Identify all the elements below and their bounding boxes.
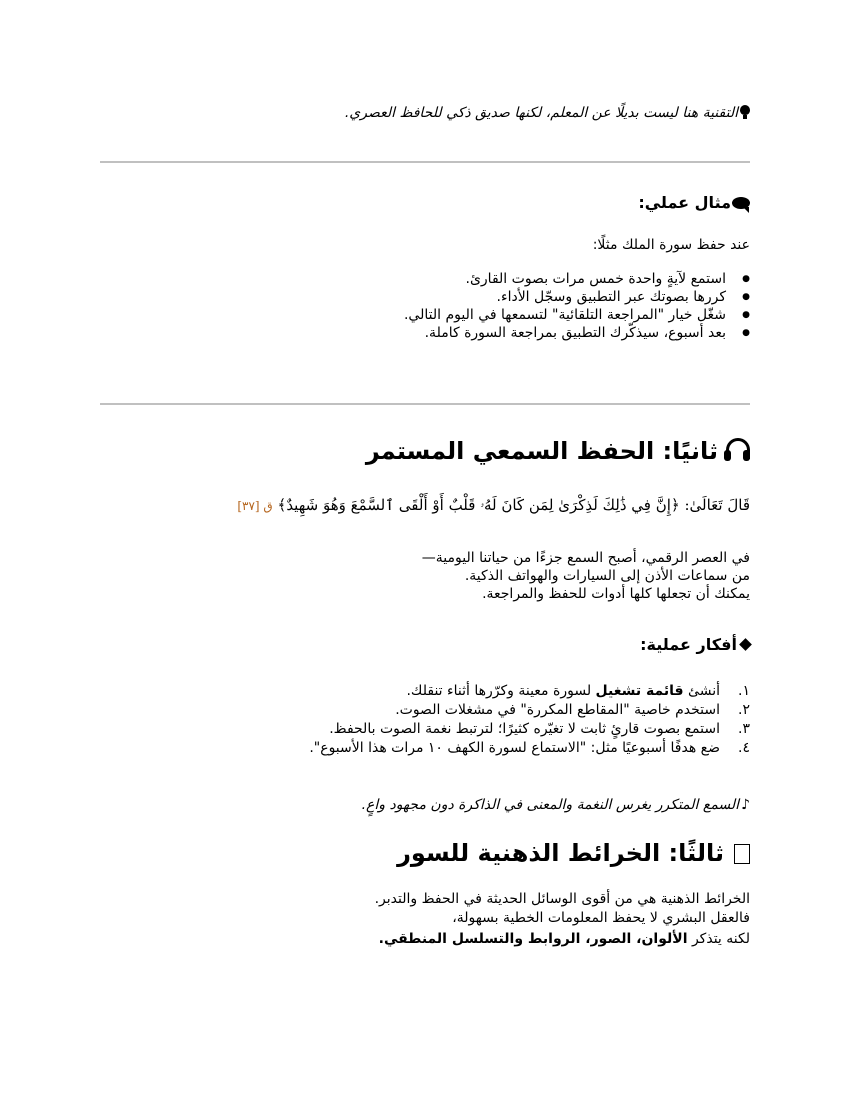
list-item: ٢. استخدم خاصية "المقاطع المكررة" في مشغلات الصوت. [395,702,750,718]
list-item: ● كررها بصوتك عبر التطبيق وسجّل الأداء. [404,288,726,306]
practical-example-intro: عند حفظ سورة الملك مثلًا: [592,237,750,253]
speech-bubble-icon [732,197,750,209]
ideas-heading: أفكار عملية: [640,636,750,654]
tech-note: التقنية هنا ليست بديلًا عن المعلم، لكنها صديق ذكي للحافظ العصري. [345,104,750,122]
list-item: ● استمع لآيةٍ واحدة خمس مرات بصوت القارئ. [404,270,726,288]
section3-line: فالعقل البشري لا يحفظ المعلومات الخطية بسهولة، [452,910,750,926]
section2-paragraph-line: من سماعات الأذن إلى السيارات والهواتف الذكية. [464,568,750,584]
section2-paragraph-line: يمكنك أن تجعلها كلها أدوات للحفظ والمراجعة. [482,586,750,602]
quran-verse: قَالَ تَعَالَىٰ: ﴿إِنَّ فِي ذَٰلِكَ لَذِكْرَىٰ لِمَن كَانَ لَهُۥ قَلْبٌ أَوْ أَلْقَى ٱلسَّمْعَ وَهُوَ شَهِيدٌ﴾ ق [٣٧] [237,496,750,514]
list-item: ١. أنشئ قائمة تشغيل لسورة معينة وكرّرها أثناء تنقلك. [406,683,750,699]
document-page [100,0,750,1100]
diamond-icon [739,638,752,651]
divider [100,403,750,405]
verse-text: إِنَّ فِي ذَٰلِكَ لَذِكْرَىٰ لِمَن كَانَ لَهُۥ قَلْبٌ أَوْ أَلْقَى ٱلسَّمْعَ وَهُوَ شَهِيدٌ [286,496,671,514]
music-note: ♪السمع المتكرر يغرس النغمة والمعنى في الذاكرة دون مجهود واعٍ. [361,797,750,813]
section3-line: الخرائط الذهنية هي من أقوى الوسائل الحديثة في الحفظ والتدبر. [374,891,750,907]
list-item: ● شغّل خيار "المراجعة التلقائية" لتسمعها في اليوم التالي. [404,306,726,324]
practical-example-heading: مثال عملي: [638,194,750,212]
section2-paragraph-line: في العصر الرقمي، أصبح السمع جزءًا من حياتنا اليومية— [421,550,750,566]
divider [100,161,750,163]
section2-heading: ثانيًا: الحفظ السمعي المستمر [366,436,750,466]
music-note-icon: ♪ [741,797,750,813]
section3-line: لكنه يتذكر الألوان، الصور، الروابط والتسلسل المنطقي. [378,931,750,947]
headphones-icon [724,438,750,462]
practical-example-list [404,270,750,342]
list-item: ٤. ضع هدفًا أسبوعيًا مثل: "الاستماع لسورة الكهف ١٠ مرات هذا الأسبوع". [309,740,750,756]
missing-glyph-icon [734,844,750,864]
verse-reference: ق [٣٧] [237,499,273,513]
ideas-list [309,682,750,758]
section3-heading: ثالثًا: الخرائط الذهنية للسور [397,838,750,868]
lightbulb-icon [740,105,750,119]
list-item: ٣. استمع بصوت قارئٍ ثابت لا تغيّره كثيرًا؛ لترتبط نغمة الصوت بالحفظ. [329,721,750,737]
list-item: ● بعد أسبوع، سيذكّرك التطبيق بمراجعة السورة كاملة. [404,324,726,342]
